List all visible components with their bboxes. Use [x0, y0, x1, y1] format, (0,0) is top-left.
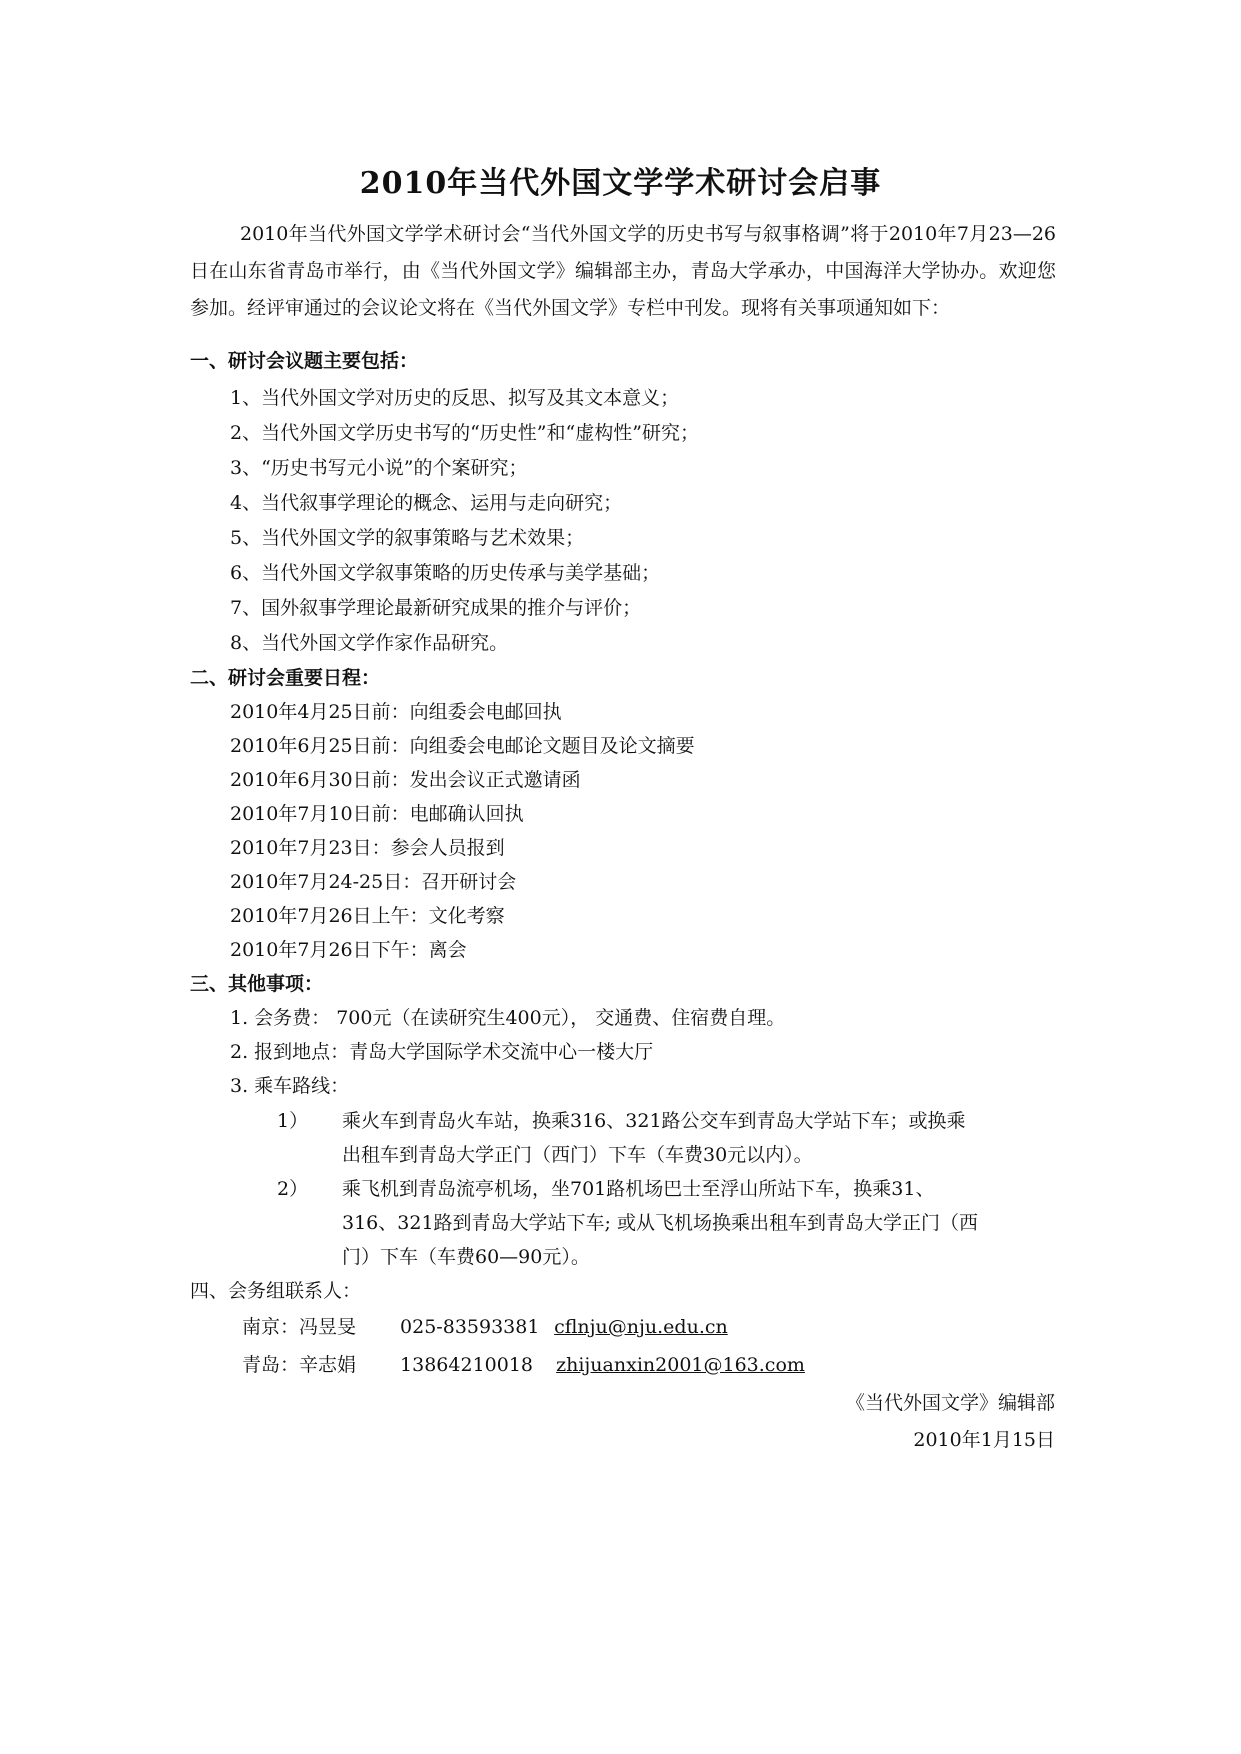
section1-heading: 一、研讨会议题主要包括：: [190, 350, 419, 372]
schedule-item: 2010年7月26日上午：文化考察: [230, 905, 505, 927]
route-line: 乘火车到青岛火车站，换乘316、321路公交车到青岛大学站下车；或换乘: [342, 1110, 966, 1132]
schedule-item: 2010年7月26日下午：离会: [230, 939, 467, 961]
route-number: 1）: [277, 1110, 309, 1132]
schedule-item: 2010年7月10日前：电邮确认回执: [230, 803, 524, 825]
route-line: 出租车到青岛大学正门（西门）下车（车费30元以内）。: [342, 1144, 813, 1166]
other-item: 2. 报到地点：青岛大学国际学术交流中心一楼大厅: [230, 1041, 654, 1063]
topic-item: 6、当代外国文学叙事策略的历史传承与美学基础；: [230, 562, 661, 584]
topic-item: 3、“历史书写元小说”的个案研究；: [230, 457, 528, 479]
section3-heading: 三、其他事项：: [190, 973, 324, 995]
contact-name: 青岛：辛志娟: [242, 1354, 357, 1376]
other-item: 3. 乘车路线：: [230, 1075, 350, 1097]
contact-name: 南京：冯昱旻: [242, 1316, 357, 1338]
document-title: 2010年当代外国文学学术研讨会启事: [359, 166, 882, 201]
route-line: 门）下车（车费60—90元）。: [342, 1246, 590, 1268]
schedule-item: 2010年7月24-25日：召开研讨会: [230, 871, 517, 893]
route-line: 乘飞机到青岛流亭机场，坐701路机场巴士至浮山所站下车，换乘31、: [342, 1178, 935, 1200]
contact-email-link[interactable]: zhijuanxin2001@163.com: [556, 1354, 805, 1376]
topic-item: 2、当代外国文学历史书写的“历史性”和“虚构性”研究；: [230, 422, 699, 444]
signature-date: 2010年1月15日: [913, 1429, 1055, 1451]
contact-phone: 025-83593381: [400, 1316, 540, 1338]
schedule-item: 2010年4月25日前：向组委会电邮回执: [230, 701, 562, 723]
other-item: 1. 会务费： 700元（在读研究生400元）， 交通费、住宿费自理。: [230, 1007, 786, 1029]
section4-heading: 四、会务组联系人：: [190, 1280, 362, 1302]
schedule-item: 2010年7月23日：参会人员报到: [230, 837, 505, 859]
intro-paragraph: 2010年当代外国文学学术研讨会“当代外国文学的历史书写与叙事格调”将于2010年7月23—26日在山东省青岛市举行，由《当代外国文学》编辑部主办，青岛大学承办，中国海洋大学协办。欢迎您参加。经评审通过的会议论文将在《当代外国文学》专栏中刊发。现将有关事项通知如下：: [190, 223, 1056, 319]
topic-item: 8、当代外国文学作家作品研究。: [230, 632, 509, 654]
signature-org: 《当代外国文学》编辑部: [845, 1392, 1055, 1414]
topic-item: 5、当代外国文学的叙事策略与艺术效果；: [230, 527, 585, 549]
topic-item: 7、国外叙事学理论最新研究成果的推介与评价；: [230, 597, 642, 619]
route-number: 2）: [277, 1178, 309, 1200]
contact-nanjing: [242, 1312, 728, 1339]
schedule-item: 2010年6月30日前：发出会议正式邀请函: [230, 769, 581, 791]
topic-item: 4、当代叙事学理论的概念、运用与走向研究；: [230, 492, 623, 514]
schedule-item: 2010年6月25日前：向组委会电邮论文题目及论文摘要: [230, 735, 695, 757]
contact-phone: 13864210018: [400, 1354, 534, 1376]
section2-heading: 二、研讨会重要日程：: [190, 667, 381, 689]
topic-item: 1、当代外国文学对历史的反思、拟写及其文本意义；: [230, 387, 680, 409]
contact-qingdao: [242, 1350, 805, 1377]
route-line: 316、321路到青岛大学站下车; 或从飞机场换乘出租车到青岛大学正门（西: [342, 1212, 978, 1234]
contact-email-link[interactable]: cflnju@nju.edu.cn: [554, 1316, 728, 1338]
